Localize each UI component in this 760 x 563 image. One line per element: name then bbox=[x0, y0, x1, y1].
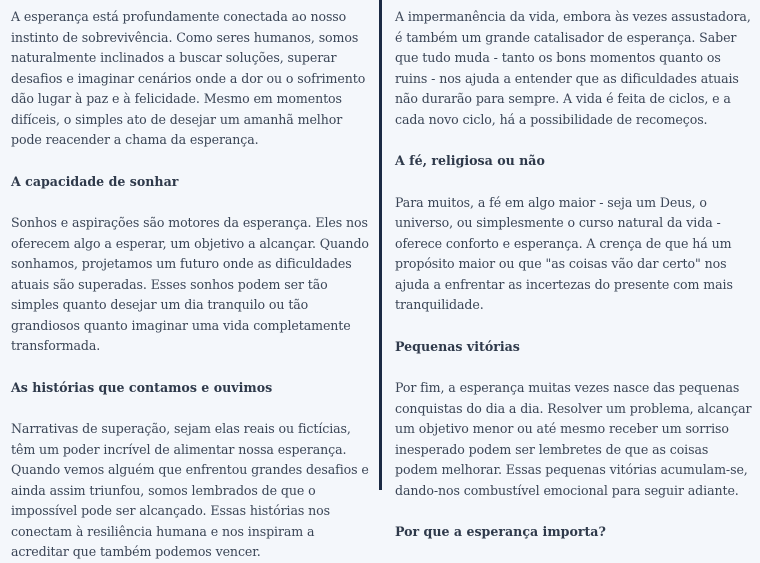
heading-why-hope-matters: Por que a esperança importa? bbox=[395, 524, 606, 539]
left-intro-paragraph: A esperança está profundamente conectada ao nosso instinto de sobrevivência. Como seres humanos, somos naturalmente inclinados a buscar soluções, superar desafios e imaginar cenários onde a dor ou o sofrimento dão lugar à paz e à felicidade. Mesmo em momentos difíceis, o simples ato de desejar um amanhã melhor pode reacender a chama da esperança. bbox=[11, 9, 366, 147]
left-column bbox=[0, 0, 379, 559]
stories-paragraph: Narrativas de superação, sejam elas reais ou fictícias, têm um poder incrível de alimentar nossa esperança. Quando vemos alguém que enfrentou grandes desafios e ainda assim triunfou, somos lembrados de que o impossível pode ser alcançado. Essas histórias nos conectam à resiliência humana e nos inspiram a acreditar que também podemos vencer. bbox=[11, 421, 369, 559]
small-victories-paragraph: Por fim, a esperança muitas vezes nasce das pequenas conquistas do dia a dia. Resolver um problema, alcançar um objetivo menor ou até mesmo receber um sorriso inesperado podem ser lembretes de que as coisas podem melhorar. Essas pequenas vitórias acumulam-se, dando-nos combustível emocional para seguir adiante. bbox=[395, 380, 752, 498]
right-column bbox=[382, 0, 760, 539]
heading-stories: As histórias que contamos e ouvimos bbox=[11, 379, 273, 395]
heading-small-victories: Pequenas vitórias bbox=[395, 338, 520, 354]
right-intro-paragraph: A impermanência da vida, embora às vezes assustadora, é também um grande catalisador de esperança. Saber que tudo muda - tanto os bons momentos quanto os ruins - nos ajuda a entender que as dificuldades atuais não durarão para sempre. A vida é feita de ciclos, e a cada novo ciclo, há a possibilidade de recomeços. bbox=[395, 9, 751, 127]
faith-paragraph: Para muitos, a fé em algo maior - seja um Deus, o universo, ou simplesmente o curso natural da vida - oferece conforto e esperança. A crença de que há um propósito maior ou que "as coisas vão dar certo" nos ajuda a enfrentar as incertezas do presente com mais tranquilidade. bbox=[395, 194, 733, 312]
heading-capacity-to-dream: A capacidade de sonhar bbox=[11, 173, 179, 189]
dreams-paragraph: Sonhos e aspirações são motores da esperança. Eles nos oferecem algo a esperar, um objetivo a alcançar. Quando sonhamos, projetamos um futuro onde as dificuldades atuais são superadas. Esses sonhos podem ser tão simples quanto desejar um dia tranquilo ou tão grandiosos quanto imaginar uma vida completamente transformada. bbox=[11, 215, 369, 353]
heading-faith: A fé, religiosa ou não bbox=[395, 153, 545, 168]
